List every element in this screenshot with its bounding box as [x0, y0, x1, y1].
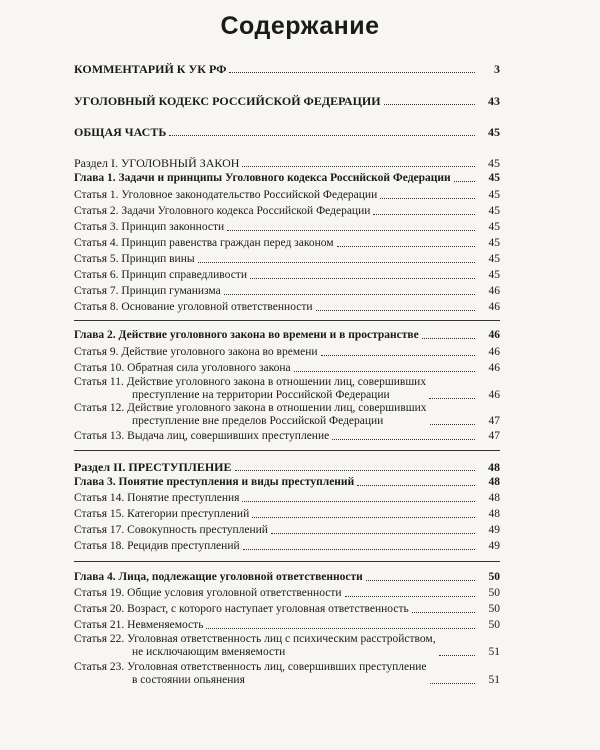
toc-entry: [74, 189, 500, 202]
toc-entry: [74, 346, 500, 359]
toc-entry-label: Статья 8. Основание уголовной ответственности: [74, 301, 313, 313]
leader-dots: [422, 337, 475, 339]
toc-entry: [74, 301, 500, 314]
toc-entry: [74, 172, 500, 185]
toc-entry-label: Раздел II. ПРЕСТУПЛЕНИЕ: [74, 460, 232, 474]
leader-dots: [294, 370, 475, 372]
toc-entry-label: Статья 17. Совокупность преступлений: [74, 524, 268, 536]
toc-entry-label: ОБЩАЯ ЧАСТЬ: [74, 125, 167, 139]
toc-entry-page: 48: [488, 492, 500, 504]
toc-entry-label: Статья 9. Действие уголовного закона во времени: [74, 346, 318, 358]
toc-entry: [74, 619, 500, 632]
leader-dots: [429, 397, 475, 399]
toc-entry-label: Глава 4. Лица, подлежащие уголовной ответственности: [74, 571, 363, 583]
toc-entry-page: 45: [488, 189, 500, 201]
leader-dots: [430, 682, 475, 684]
toc-entry-label: [74, 661, 427, 687]
leader-dots: [439, 654, 475, 656]
toc-entry: [74, 476, 500, 489]
leader-dots: [321, 354, 475, 356]
toc-entry: [74, 402, 500, 428]
toc-entry-label: Статья 1. Уголовное законодательство Российской Федерации: [74, 189, 378, 201]
toc-entry-label-line2: преступление вне пределов Российской Федерации: [132, 415, 384, 427]
toc-entry-page: 49: [488, 524, 500, 536]
toc-entry: [74, 633, 500, 659]
leader-dots: [357, 484, 475, 486]
toc-entry-page: 48: [488, 476, 500, 488]
toc-entry-page: 43: [488, 94, 500, 108]
toc-entry-page: 47: [488, 430, 500, 442]
toc-entry-label: [74, 633, 436, 659]
leader-dots: [271, 532, 475, 534]
toc-entry: [74, 126, 500, 139]
toc-entry: [74, 661, 500, 687]
toc-entry-label: Статья 15. Категории преступлений: [74, 508, 250, 520]
toc-entry-label: Глава 1. Задачи и принципы Уголовного кодекса Российской Федерации: [74, 172, 451, 184]
leader-dots: [366, 579, 475, 581]
toc-entry-label-line2: не исключающим вменяемости: [132, 646, 286, 658]
leader-dots: [332, 438, 475, 440]
toc-entry-label: Статья 21. Невменяемость: [74, 619, 204, 631]
leader-dots: [242, 500, 475, 502]
toc-entry-label-line2: преступление на территории Российской Федерации: [132, 389, 390, 401]
toc-entry-label: Статья 3. Принцип законности: [74, 221, 225, 233]
toc-entry: [74, 540, 500, 553]
toc-entry-page: 47: [488, 415, 500, 427]
toc-entry-page: 45: [488, 156, 500, 170]
section-divider: [74, 561, 500, 562]
toc-entry-page: 46: [488, 301, 500, 313]
leader-dots: [227, 229, 475, 231]
toc-entry-label: УГОЛОВНЫЙ КОДЕКС РОССИЙСКОЙ ФЕДЕРАЦИИ: [74, 94, 381, 108]
leader-dots: [235, 469, 476, 471]
toc-entry-label: Статья 7. Принцип гуманизма: [74, 285, 221, 297]
toc-entry: [74, 95, 500, 108]
toc-entry-page: 3: [494, 62, 500, 76]
leader-dots: [169, 134, 475, 136]
toc-entry-label: Статья 6. Принцип справедливости: [74, 269, 247, 281]
leader-dots: [250, 277, 475, 279]
toc-entry-page: 50: [488, 587, 500, 599]
toc-entry: [74, 603, 500, 616]
toc-entry-label-line1: Статья 22. Уголовная ответственность лиц с психическим расстройством,: [74, 633, 436, 645]
page-title: Содержание: [220, 12, 380, 40]
toc-entry-page: 50: [488, 571, 500, 583]
toc-entry: [74, 571, 500, 584]
toc-entry: [74, 237, 500, 250]
toc-entry-label: КОММЕНТАРИЙ К УК РФ: [74, 62, 227, 76]
leader-dots: [412, 611, 475, 613]
toc-entry-label: Глава 2. Действие уголовного закона во времени и в пространстве: [74, 329, 419, 341]
leader-dots: [252, 516, 475, 518]
toc-entry-label: Статья 18. Рецидив преступлений: [74, 540, 240, 552]
toc-entry: [74, 269, 500, 282]
toc-entry: [74, 508, 500, 521]
leader-dots: [345, 595, 475, 597]
toc-entry-label-line2: в состоянии опьянения: [132, 674, 245, 686]
toc-entry-page: 46: [488, 285, 500, 297]
toc-entry-label: Статья 13. Выдача лиц, совершивших преступление: [74, 430, 330, 442]
toc-entry-label-line1: Статья 12. Действие уголовного закона в отношении лиц, совершивших: [74, 402, 427, 414]
toc-entry-page: 51: [488, 646, 500, 658]
leader-dots: [373, 213, 475, 215]
toc-entry-label: Статья 2. Задачи Уголовного кодекса Российской Федерации: [74, 205, 371, 217]
toc-entry: [74, 205, 500, 218]
toc-entry-page: 45: [488, 221, 500, 233]
toc-entry-page: 46: [488, 329, 500, 341]
toc-entry-page: 48: [488, 460, 500, 474]
leader-dots: [380, 197, 475, 199]
toc-entry-page: 45: [488, 253, 500, 265]
leader-dots: [206, 627, 475, 629]
toc-entry-page: 49: [488, 540, 500, 552]
toc-entry-page: 45: [488, 205, 500, 217]
toc-entry: [74, 524, 500, 537]
toc-entry: [74, 253, 500, 266]
leader-dots: [337, 245, 475, 247]
toc-entry-label: [74, 376, 426, 402]
toc-entry-label: Статья 19. Общие условия уголовной ответственности: [74, 587, 342, 599]
toc-entry: [74, 376, 500, 402]
toc-entry: [74, 362, 500, 375]
toc-entry-label: Статья 5. Принцип вины: [74, 253, 195, 265]
toc-entry: [74, 587, 500, 600]
leader-dots: [198, 261, 475, 263]
section-divider: [74, 450, 500, 451]
toc-entry-label: Статья 10. Обратная сила уголовного закона: [74, 362, 291, 374]
leader-dots: [224, 293, 475, 295]
toc-entry-page: 50: [488, 603, 500, 615]
toc-entry-label: Статья 20. Возраст, с которого наступает уголовная ответственность: [74, 603, 409, 615]
toc-entry: [74, 157, 500, 170]
leader-dots: [242, 165, 475, 167]
leader-dots: [454, 180, 475, 182]
toc-entry-page: 45: [488, 237, 500, 249]
toc-entry: [74, 285, 500, 298]
leader-dots: [384, 103, 475, 105]
toc-entry-label-line1: Статья 23. Уголовная ответственность лиц, совершивших преступление: [74, 661, 427, 673]
toc-entry: [74, 430, 500, 443]
toc-entry-label: Статья 14. Понятие преступления: [74, 492, 240, 504]
toc-entry: [74, 63, 500, 76]
toc-entry: [74, 221, 500, 234]
toc-entry: [74, 329, 500, 342]
toc-entry-label-line1: Статья 11. Действие уголовного закона в отношении лиц, совершивших: [74, 376, 427, 388]
leader-dots: [316, 309, 475, 311]
toc-entry-page: 46: [488, 389, 500, 401]
toc-entry-page: 50: [488, 619, 500, 631]
toc-entry-page: 46: [488, 346, 500, 358]
toc-entry-label: Раздел I. УГОЛОВНЫЙ ЗАКОН: [74, 156, 240, 170]
toc-entry-page: 48: [488, 508, 500, 520]
toc-entry: [74, 492, 500, 505]
toc-entry: [74, 461, 500, 474]
section-divider: [74, 320, 500, 321]
toc-entry-label: Статья 4. Принцип равенства граждан перед законом: [74, 237, 334, 249]
toc-entry-page: 46: [488, 362, 500, 374]
toc-entry-label: Глава 3. Понятие преступления и виды преступлений: [74, 476, 355, 488]
toc-entry-page: 45: [488, 269, 500, 281]
toc-entry-page: 45: [488, 125, 500, 139]
toc-entry-page: 45: [488, 172, 500, 184]
leader-dots: [430, 423, 475, 425]
leader-dots: [229, 71, 475, 73]
toc-entry-page: 51: [488, 674, 500, 686]
toc-entry-label: [74, 402, 427, 428]
leader-dots: [243, 548, 475, 550]
